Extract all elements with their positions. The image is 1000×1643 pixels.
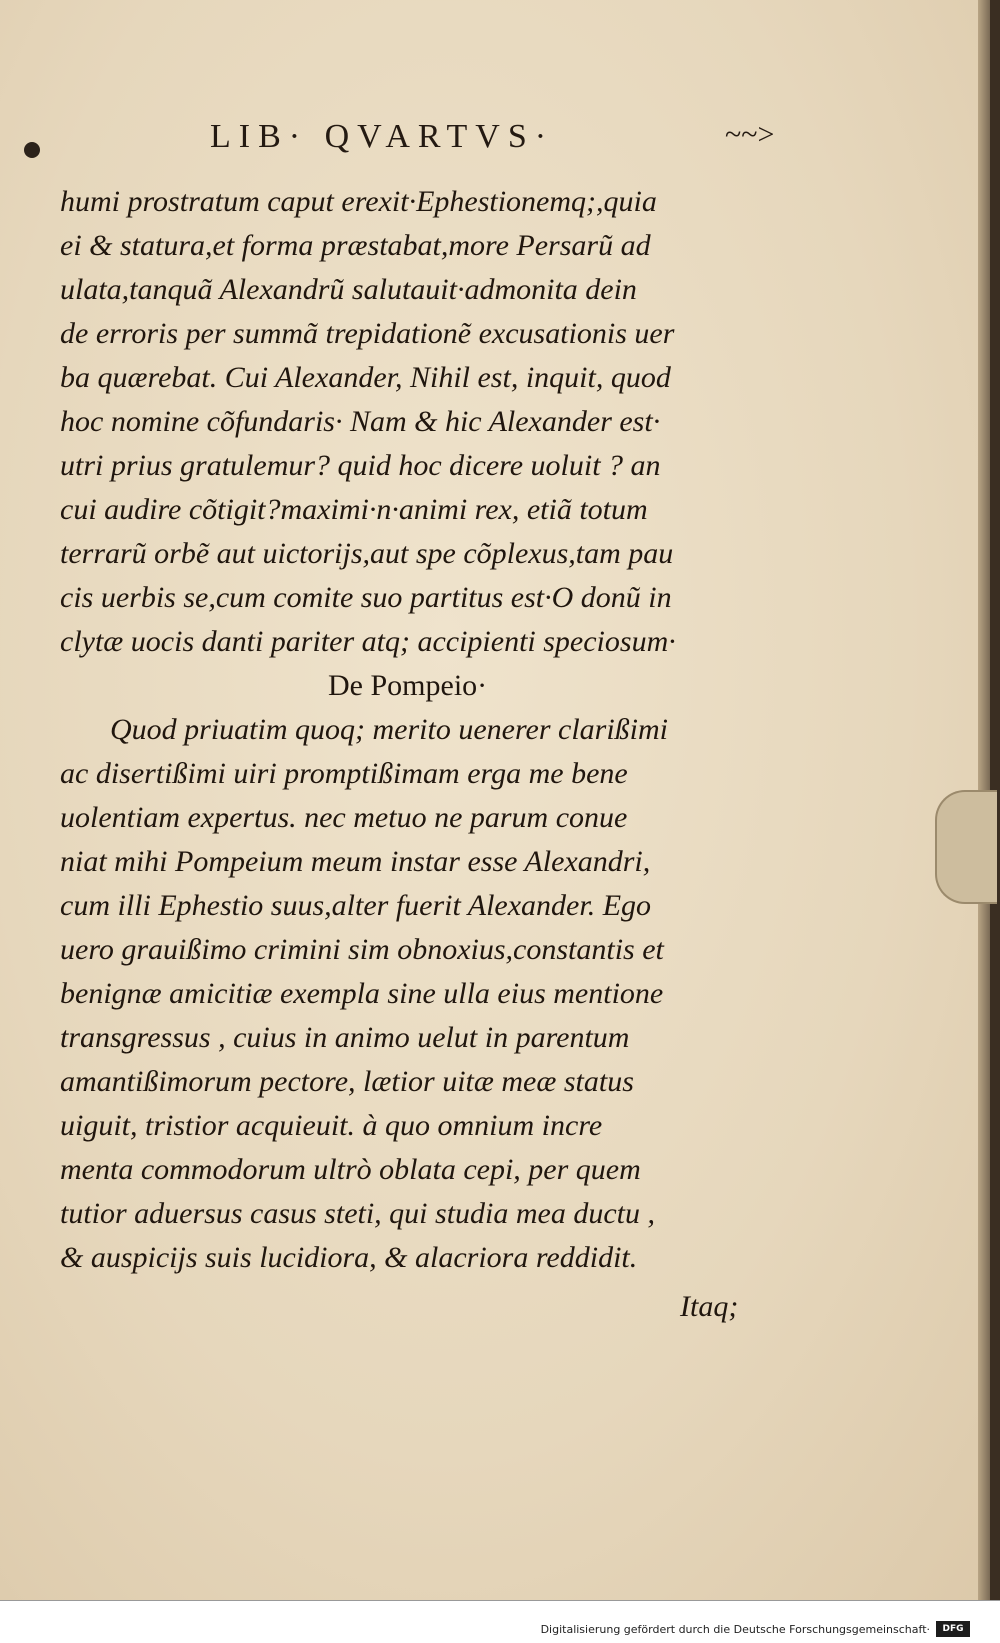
text-line: menta commodorum ultrò oblata cepi, per quem xyxy=(60,1153,641,1186)
text-line: cui audire cõtigit?maximi·n·animi rex, etiã totum xyxy=(60,493,648,526)
text-line: ba quærebat. Cui Alexander, Nihil est, inquit, quod xyxy=(60,361,671,394)
text-line: tutior aduersus casus steti, qui studia mea ductu , xyxy=(60,1197,655,1230)
catchword: Itaq; xyxy=(680,1290,739,1323)
footer-bar xyxy=(0,1600,1000,1643)
text-line: Quod priuatim quoq; merito uenerer clarißimi xyxy=(110,713,669,746)
text-line: uero grauißimo crimini sim obnoxius,constantis et xyxy=(60,933,664,966)
text-line: ac disertißimi uiri promptißimam erga me bene xyxy=(60,757,628,790)
text-line: cum illi Ephestio suus,alter fuerit Alexander. Ego xyxy=(60,889,652,922)
text-line: terrarũ orbẽ aut uictorijs,aut spe cõplexus,tam pau xyxy=(60,537,674,570)
flourish-ornament: ~~> xyxy=(725,118,775,151)
text-line: clytæ uocis danti pariter atq; accipienti speciosum· xyxy=(60,625,676,658)
body-text xyxy=(60,180,780,1280)
binding-hole xyxy=(24,142,40,158)
text-line: uolentiam expertus. nec metuo ne parum conue xyxy=(60,801,628,834)
section-heading: De Pompeio· xyxy=(328,669,488,702)
text-line: utri prius gratulemur? quid hoc dicere uoluit ? an xyxy=(60,449,661,482)
text-line: amantißimorum pectore, lætior uitæ meæ status xyxy=(60,1065,634,1098)
text-line: & auspicijs suis lucidiora, & alacriora reddidit. xyxy=(60,1241,638,1274)
text-line: ei & statura,et forma præstabat,more Persarũ ad xyxy=(60,229,651,262)
text-line: de erroris per summã trepidationẽ excusationis uer xyxy=(60,317,675,350)
text-line: niat mihi Pompeium meum instar esse Alexandri, xyxy=(60,845,651,878)
text-line: transgressus , cuius in animo uelut in parentum xyxy=(60,1021,630,1054)
text-line: ulata,tanquã Alexandrũ salutauit·admonita dein xyxy=(60,273,637,306)
dfg-logo: DFG xyxy=(936,1621,970,1637)
text-line: cis uerbis se,cum comite suo partitus est·O donũ in xyxy=(60,581,672,614)
running-title: LIB· QVARTVS· xyxy=(210,118,555,155)
clasp xyxy=(935,790,997,904)
text-line: humi prostratum caput erexit·Ephestionemq;,quia xyxy=(60,185,657,218)
text-line: uiguit, tristior acquieuit. à quo omnium incre xyxy=(60,1109,603,1142)
text-line: hoc nomine cõfundaris· Nam & hic Alexander est· xyxy=(60,405,661,438)
footer-credit: Digitalisierung gefördert durch die Deutsche Forschungsgemeinschaft· xyxy=(540,1623,930,1636)
text-line: benignæ amicitiæ exempla sine ulla eius mentione xyxy=(60,977,664,1010)
